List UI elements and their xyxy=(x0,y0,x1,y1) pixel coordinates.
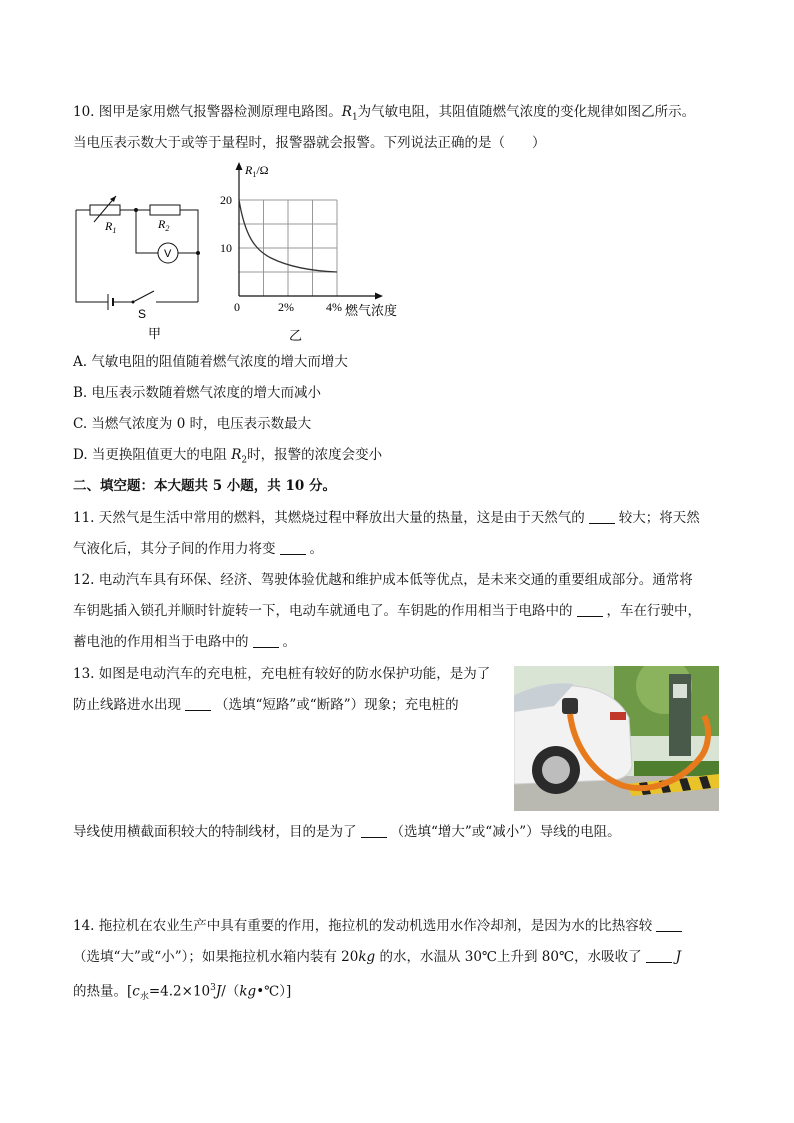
car-taillight xyxy=(610,712,626,720)
q14-paren: /（ xyxy=(221,983,240,1000)
q14-line-1 xyxy=(73,916,686,936)
q10-text-a: 10. 图甲是家用燃气报警器检测原理电路图。 xyxy=(73,104,342,120)
graph-grid xyxy=(239,200,337,296)
q13-line-1 xyxy=(73,664,490,684)
q10-option-d-pre: D. 当更换阻值更大的电阻 xyxy=(73,447,232,463)
q10-line-1 xyxy=(73,102,695,128)
q14-text-e: •℃）] xyxy=(256,983,292,1000)
voltmeter-wire-left xyxy=(136,210,158,253)
q11-text-d: 。 xyxy=(309,541,323,557)
q14-exponent: 3 xyxy=(210,983,216,993)
q14-blank-2[interactable] xyxy=(646,948,672,963)
r2-label: $R_2$ xyxy=(158,217,170,233)
q10-line-2 xyxy=(73,133,546,153)
q12-text-e: 。 xyxy=(282,634,296,650)
q10-option-c xyxy=(73,414,311,434)
q10-text-b: 为气敏电阻，其阻值随燃气浓度的变化规律如图乙所示。 xyxy=(357,104,696,120)
graph-y-label: $R_1/\Omega$ xyxy=(245,163,269,179)
graph-x-arrow xyxy=(375,293,383,300)
q14-text-a: 14. 拖拉机在农业生产中具有重要的作用，拖拉机的发动机选用水作冷却剂，是因为水的比热容较 xyxy=(73,918,653,934)
q13-text-a: 13. 如图是电动汽车的充电桩，充电桩有较好的防水保护功能，是为了 xyxy=(73,666,491,682)
circuit-caption: 甲 xyxy=(148,327,162,340)
q14-blank-1[interactable] xyxy=(656,917,682,932)
q14-text-c: 的水，水温从 30℃上升到 80℃，水吸收了 xyxy=(375,949,642,965)
switch-blade xyxy=(133,291,154,302)
q12-line-2 xyxy=(73,601,701,621)
graph-y-arrow xyxy=(236,162,243,170)
junction-2 xyxy=(196,251,200,255)
circuit-wire-right xyxy=(180,210,198,302)
q14-value: =4.2×10 xyxy=(148,983,211,1000)
q10-option-c-text: C. 当燃气浓度为 0 时，电压表示数最大 xyxy=(73,416,312,432)
graph-ytick-20: 20 xyxy=(220,193,232,207)
q12-line-3 xyxy=(73,632,296,652)
circuit-diagram xyxy=(70,190,210,340)
charging-pile-photo xyxy=(514,666,719,811)
q10-text-c: 当电压表示数大于或等于量程时，报警器就会报警。下列说法正确的是（ ） xyxy=(73,135,546,151)
graph-xtick-4: 4% xyxy=(326,300,342,314)
q13-line-2 xyxy=(73,695,459,715)
q10-option-d xyxy=(73,445,382,471)
q10-r1-symbol: R xyxy=(341,104,352,120)
q10-option-d-sub: 2 xyxy=(241,455,248,466)
q14-unit-j2: J xyxy=(215,983,222,1000)
q12-blank-2[interactable] xyxy=(253,633,279,648)
q11-line-1 xyxy=(73,508,700,528)
graph-ytick-10: 10 xyxy=(220,241,232,255)
q13-text-d: 导线使用横截面积较大的特制线材，目的是为了 xyxy=(73,824,357,840)
graph-x-label: 燃气浓度 xyxy=(345,304,398,319)
q13-line-3 xyxy=(73,822,621,842)
q12-blank-1[interactable] xyxy=(577,602,603,617)
charging-pile-screen xyxy=(673,684,687,698)
q10-r1-subscript: 1 xyxy=(351,112,358,123)
q11-text-b: 较大；将天然 xyxy=(618,510,700,526)
q14-text-b: （选填“大”或“小”）；如果拖拉机水箱内装有 20 xyxy=(73,949,359,965)
q14-text-d: 的热量。[ xyxy=(73,983,133,1000)
r1-label: $R_1$ xyxy=(105,219,117,235)
charging-pile-illustration xyxy=(514,666,719,811)
switch-label: S xyxy=(138,307,147,321)
circuit-wire-left xyxy=(76,210,108,302)
q12-text-c: ，车在行驶中， xyxy=(606,603,701,619)
q10-option-d-post: 时，报警的浓度会变小 xyxy=(247,447,383,463)
r1-resistor xyxy=(90,205,120,215)
q12-text-a: 12. 电动汽车具有环保、经济、驾驶体验优越和维护成本低等优点，是未来交通的重要组成部分。通常将 xyxy=(73,572,693,588)
car-rim xyxy=(542,756,570,784)
q14-c-symbol: c xyxy=(132,983,140,1000)
photo-hedge xyxy=(634,761,719,776)
q11-text-c: 气液化后，其分子间的作用力将变 xyxy=(73,541,276,557)
graph-xtick-2: 2% xyxy=(278,300,294,314)
r2-resistor xyxy=(150,205,180,215)
q11-line-2 xyxy=(73,539,323,559)
q14-line-2 xyxy=(73,947,681,967)
graph-xtick-0: 0 xyxy=(234,300,240,314)
q14-c-subscript: 水 xyxy=(139,992,149,1003)
q13-text-c: （选填“短路”或“断路”）现象；充电桩的 xyxy=(215,697,459,713)
section-heading: 二、填空题：本大题共 5 小题，共 10 分。 xyxy=(73,478,336,494)
voltmeter-label: V xyxy=(164,248,172,260)
graph-caption: 乙 xyxy=(289,329,303,344)
charging-plug xyxy=(562,698,578,714)
q10-option-a xyxy=(73,352,348,372)
q13-blank-1[interactable] xyxy=(185,696,211,711)
q13-text-e: （选填“增大”或“减小”）导线的电阻。 xyxy=(390,824,621,840)
q11-blank-1[interactable] xyxy=(589,509,615,524)
q11-text-a: 11. 天然气是生活中常用的燃料，其燃烧过程中释放出大量的热量，这是由于天然气的 xyxy=(73,510,585,526)
q14-unit-kg2: kg xyxy=(239,983,257,1000)
r1-arrow-head xyxy=(110,196,116,202)
q10-option-b xyxy=(73,383,321,403)
q10-option-b-text: B. 电压表示数随着燃气浓度的增大而减小 xyxy=(73,385,322,401)
q12-line-1 xyxy=(73,570,693,590)
q10-option-d-r: R xyxy=(231,447,242,463)
q11-blank-2[interactable] xyxy=(280,540,306,555)
q12-text-b: 车钥匙插入锁孔并顺时针旋转一下，电动车就通电了。车钥匙的作用相当于电路中的 xyxy=(73,603,573,619)
q14-unit-kg: kg xyxy=(358,949,376,965)
q14-line-3 xyxy=(73,978,291,1007)
q13-text-b: 防止线路进水出现 xyxy=(73,697,181,713)
q13-blank-2[interactable] xyxy=(361,823,387,838)
q12-text-d: 蓄电池的作用相当于电路中的 xyxy=(73,634,249,650)
q10-option-a-text: A. 气敏电阻的阻值随着燃气浓度的增大而增大 xyxy=(73,354,348,370)
resistance-graph xyxy=(215,158,410,344)
q14-unit-j: J xyxy=(675,949,682,965)
